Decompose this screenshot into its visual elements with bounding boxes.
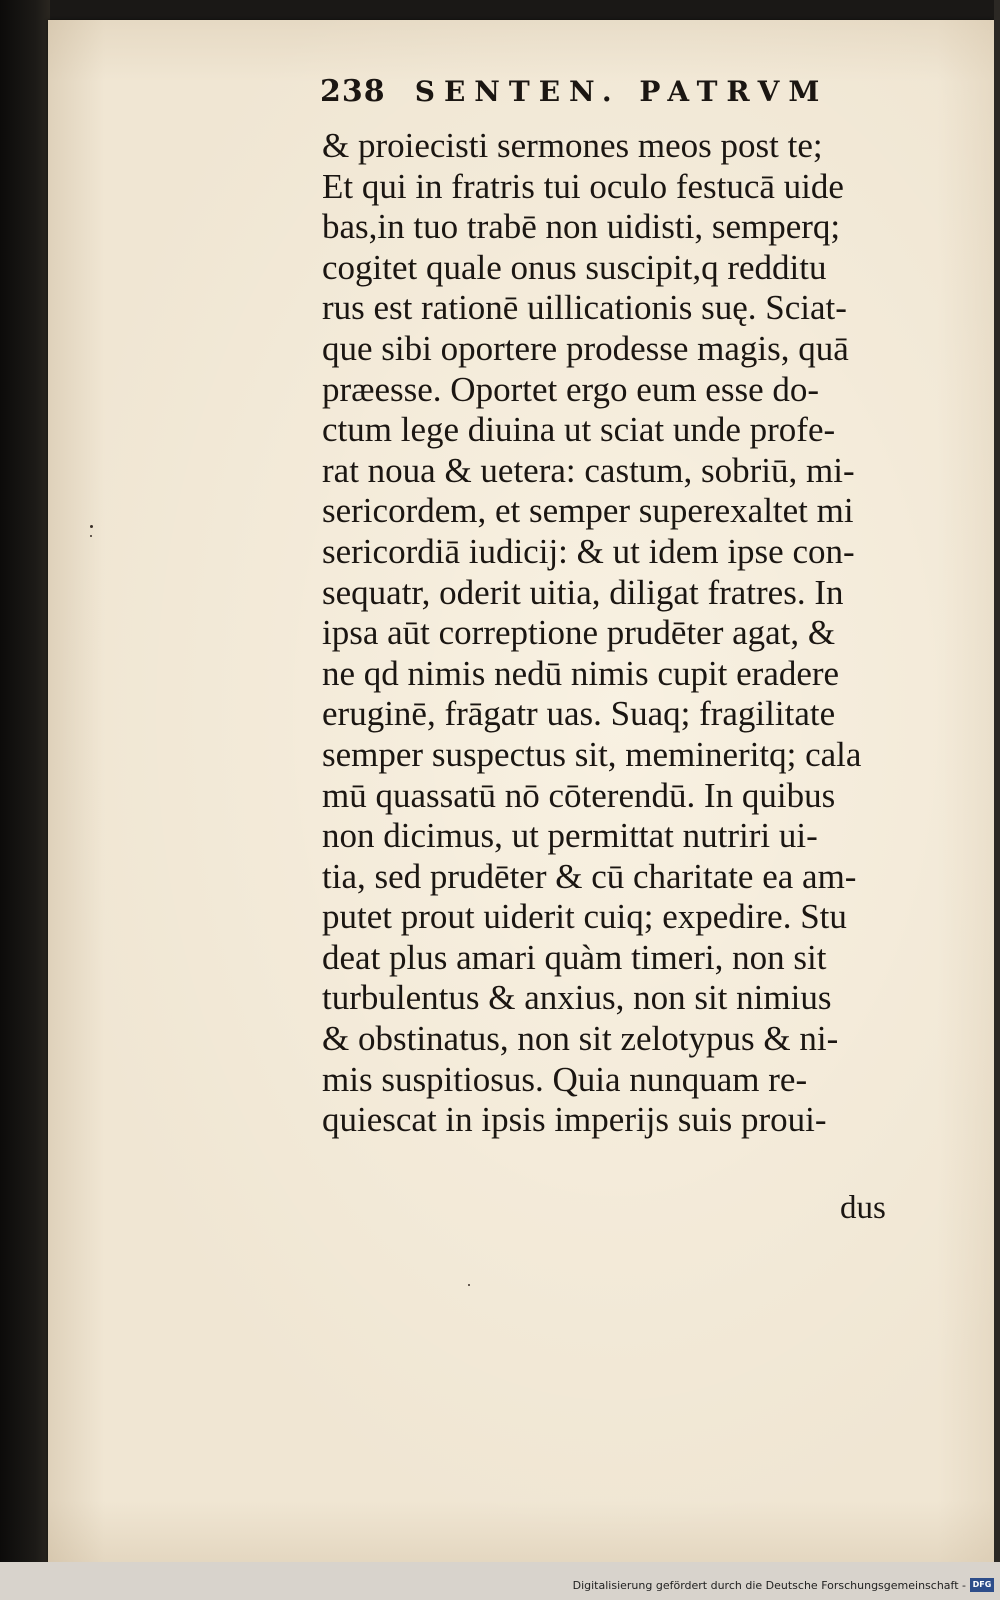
body-text <box>322 126 942 1141</box>
running-title: SENTEN. PATRVM <box>414 75 829 108</box>
text-line: rat noua & uetera: castum, sobriū, mi- <box>322 450 855 490</box>
text-line: sericordem, et semper superexaltet mi <box>322 491 854 531</box>
paper-speck <box>90 535 92 537</box>
text-line: rus est rationē uillicationis suę. Sciat- <box>322 288 847 328</box>
text-line: & obstinatus, non sit zelotypus & ni- <box>322 1019 839 1059</box>
text-line: quiescat in ipsis imperijs suis proui- <box>322 1100 827 1140</box>
text-line: putet prout uiderit cuiq; expedire. Stu <box>322 897 847 937</box>
text-line: & proiecisti sermones meos post te; <box>322 126 823 165</box>
text-line: mū quassatū nō cōterendū. In quibus <box>322 775 836 815</box>
text-line: eruginē, frāgatr uas. Suaq; fragilitate <box>322 694 836 734</box>
text-line: cogitet quale onus suscipit,q redditu <box>322 247 827 287</box>
text-line: Et qui in fratris tui oculo festucā uide <box>322 166 844 206</box>
paper-speck <box>90 525 93 528</box>
text-line: semper suspectus sit, memineritq; cala <box>322 734 862 774</box>
text-line: tia, sed prudēter & cū charitate ea am- <box>322 856 857 896</box>
text-line: bas,in tuo trabē non uidisti, semperq; <box>322 207 841 247</box>
text-line: sericordiā iudicij: & ut idem ipse con- <box>322 531 855 571</box>
text-line: deat plus amari quàm timeri, non sit <box>322 937 827 977</box>
text-line: sequatr, oderit uitia, diligat fratres. In <box>322 572 844 612</box>
footer-bar <box>0 1562 1000 1600</box>
text-line: ctum lege diuina ut sciat unde profe- <box>322 410 836 450</box>
book-edge-right <box>994 0 1000 1600</box>
text-line: ne qd nimis nedū nimis cupit eradere <box>322 653 840 693</box>
text-line: mis suspitiosus. Quia nunquam re- <box>322 1059 808 1099</box>
text-line: præesse. Oportet ergo eum esse do- <box>322 369 820 409</box>
footer-credit: Digitalisierung gefördert durch die Deutsche Forschungsgemeinschaft - <box>572 1579 966 1592</box>
page-number: 238 <box>320 74 386 109</box>
text-line: que sibi oportere prodesse magis, quā <box>322 328 849 368</box>
text-line: turbulentus & anxius, non sit nimius <box>322 978 832 1018</box>
dfg-logo: DFG <box>970 1578 994 1592</box>
page-header <box>320 74 840 118</box>
catchword: dus <box>840 1190 886 1226</box>
text-line: ipsa aūt correptione prudēter agat, & <box>322 613 836 653</box>
text-line: non dicimus, ut permittat nutriri ui- <box>322 816 818 856</box>
paper-speck <box>468 1284 470 1286</box>
book-edge-left <box>0 0 50 1600</box>
